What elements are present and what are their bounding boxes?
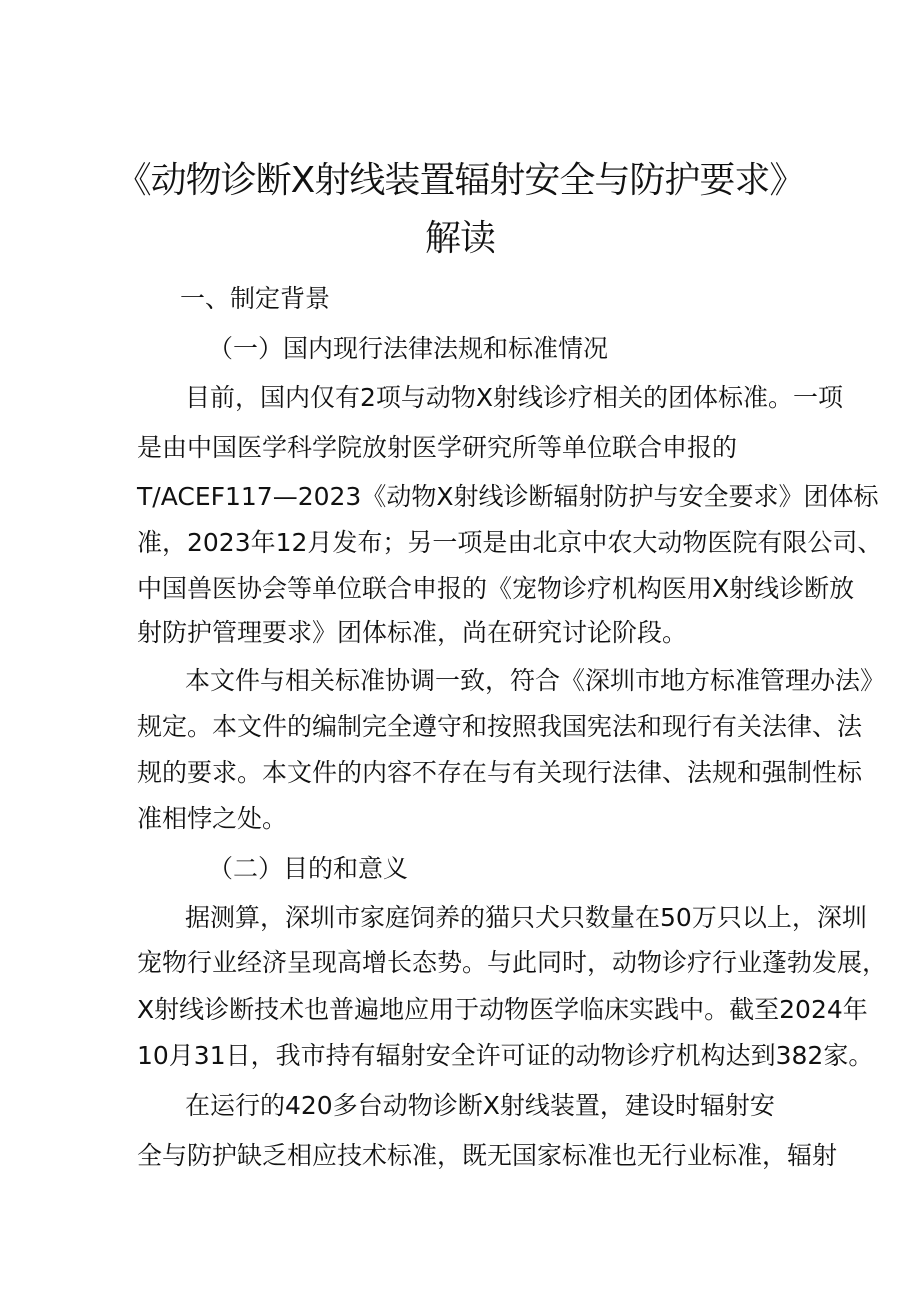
paragraph-line: 射防护管理要求》团体标准，尚在研究讨论阶段。 [137, 618, 688, 647]
paragraph-line: 在运行的420多台动物诊断X射线装置，建设时辐射安 [185, 1091, 775, 1120]
paragraph-line: 规的要求。本文件的内容不存在与有关现行法律、法规和强制性标 [137, 758, 863, 787]
paragraph-line: 目前，国内仅有2项与动物X射线诊疗相关的团体标准。一项 [185, 383, 844, 412]
subsection-heading-laws-standards: （一）国内现行法律法规和标准情况 [208, 334, 609, 363]
paragraph-line: 是由中国医学科学院放射医学研究所等单位联合申报的 [137, 433, 738, 462]
paragraph-line: 10月31日，我市持有辐射安全许可证的动物诊疗机构达到382家。 [137, 1041, 874, 1070]
paragraph-line: 据测算，深圳市家庭饲养的猫只犬只数量在50万只以上，深圳 [185, 903, 867, 932]
paragraph-line: 本文件与相关标准协调一致，符合《深圳市地方标准管理办法》 [185, 666, 886, 695]
subsection-heading-purpose: （二）目的和意义 [208, 854, 409, 883]
paragraph-line: X射线诊断技术也普遍地应用于动物医学临床实践中。截至2024年 [137, 995, 868, 1024]
paragraph-line: 规定。本文件的编制完全遵守和按照我国宪法和现行有关法律、法 [137, 712, 863, 741]
paragraph-line: 准，2023年12月发布；另一项是由北京中农大动物医院有限公司、 [137, 528, 883, 557]
paragraph-line: 中国兽医协会等单位联合申报的《宠物诊疗机构医用X射线诊断放 [137, 574, 855, 603]
document-title-line-2: 解读 [424, 218, 495, 259]
paragraph-line: 宠物行业经济呈现高增长态势。与此同时，动物诊疗行业蓬勃发展， [137, 948, 888, 977]
section-heading-background: 一、制定背景 [180, 284, 331, 313]
paragraph-line: 全与防护缺乏相应技术标准，既无国家标准也无行业标准，辐射 [137, 1141, 838, 1170]
paragraph-line: T/ACEF117—2023《动物X射线诊断辐射防护与安全要求》团体标 [137, 482, 879, 511]
document-title-line-1: 《动物诊断X射线装置辐射安全与防护要求》 [115, 160, 805, 201]
paragraph-line: 准相悖之处。 [137, 804, 288, 833]
